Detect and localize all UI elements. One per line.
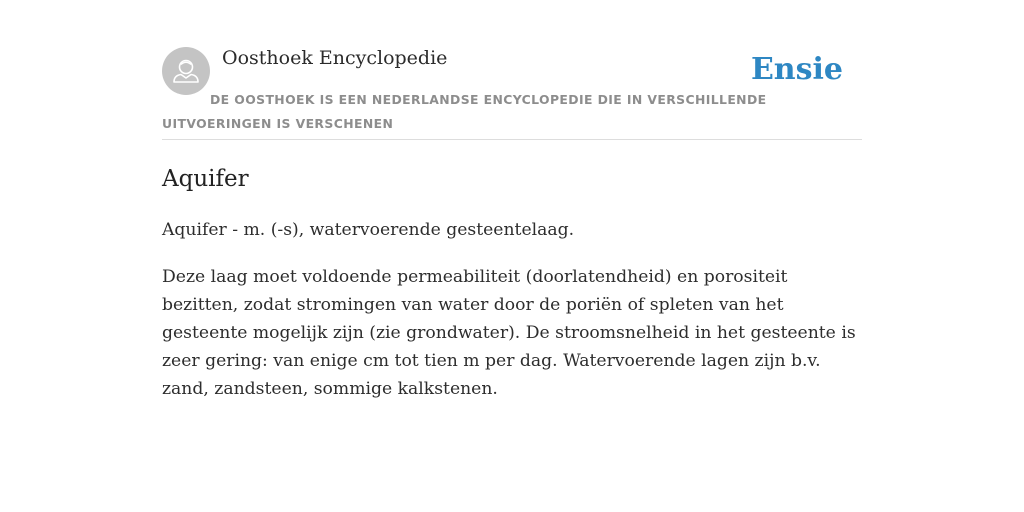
source-name[interactable]: Oosthoek Encyclopedie xyxy=(222,47,448,69)
entry-title: Aquifer xyxy=(162,166,249,192)
brand-logo[interactable]: Ensie xyxy=(750,52,843,87)
header-divider xyxy=(162,139,862,140)
entry-page xyxy=(162,0,862,512)
entry-body: Deze laag moet voldoende permeabiliteit (doorlatendheid) en porositeit bezitten, zodat stromingen van water door de poriën of spleten van het gesteente mogelijk zijn (zie grondwater). De stroomsnelheid in het gesteente is zeer gering: van enige cm tot tien m per dag. Watervoerende lagen zijn b.v. zand, zandsteen, sommige kalkstenen. xyxy=(162,267,856,399)
source-description: DE OOSTHOEK IS EEN NEDERLANDSE ENCYCLOPEDIE DIE IN VERSCHILLENDE UITVOERINGEN IS VERSCHENEN xyxy=(162,92,767,131)
entry-definition: Aquifer - m. (-s), watervoerende gesteentelaag. xyxy=(162,220,575,240)
